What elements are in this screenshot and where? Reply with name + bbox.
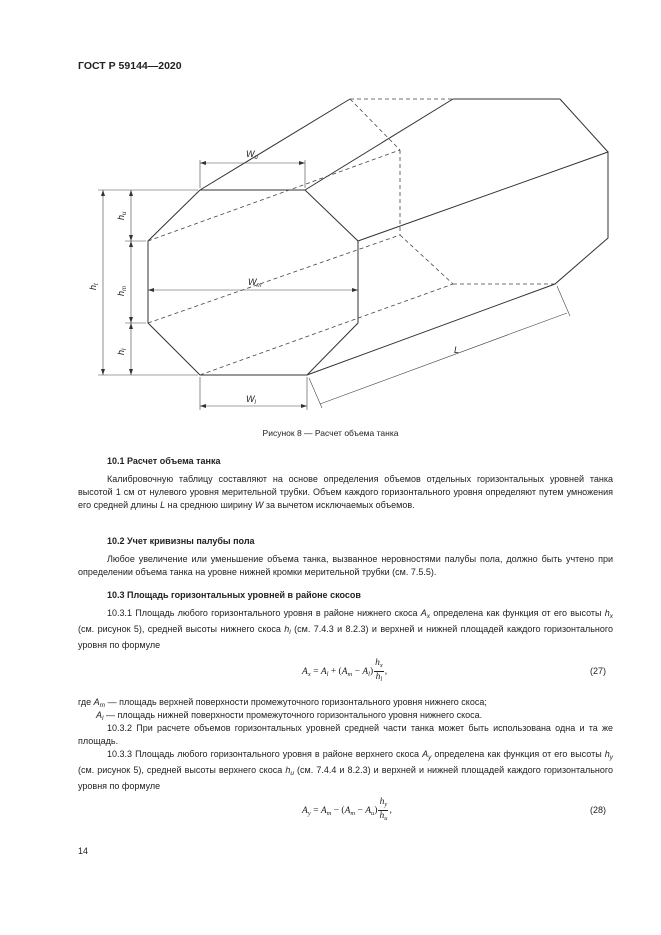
section-10-3-title: 10.3 Площадь горизонтальных уровней в районе скосов	[107, 590, 361, 600]
section-10-3-3-text: 10.3.3 Площадь любого горизонтального уровня в районе верхнего скоса $A_y$ определена как функция от его высоты $h_y$ (см. рисунок 5), средней высоты верхнего скоса $h_u$ (см. 7.4.4 и 8.2.3) и верхней и нижней площадей каждого горизонтального уровня по формуле	[78, 749, 613, 791]
document-header: ГОСТ Р 59144—2020	[78, 60, 182, 72]
section-10-1-text: Калибровочную таблицу составляют на основе определения объемов отдельных горизонтальных уровней танка высотой 1 см от нулевого уровня мерительной трубки. Объем каждого горизонтального уровня определяют путем умножения его средней длины L на среднюю ширину W за вычетом исключаемых объемов.	[78, 474, 613, 510]
label-wu: $W_u$	[246, 149, 258, 161]
equation-number-27: (27)	[590, 666, 607, 676]
label-ht: $h_t$	[88, 283, 100, 290]
formula-28: $A_y = A_m - (A_m - A_u)$ $\frac{h_y}{h_u}$ ,	[302, 797, 392, 822]
label-L: L	[454, 345, 460, 355]
where-al: $A_l$ — площадь нижней поверхности промежуточного горизонтального уровня нижнего скоса.	[96, 710, 483, 722]
label-wm: $W_m$	[248, 277, 262, 289]
label-hm: $h_m$	[116, 285, 128, 296]
where-am: где $A_m$ — площадь верхней поверхности промежуточного горизонтального уровня нижнего скоса;	[78, 697, 487, 709]
label-hl: $h_l$	[116, 348, 128, 355]
label-hu: $h_u$	[116, 211, 128, 220]
tank-figure	[0, 0, 661, 420]
equation-number-28: (28)	[590, 805, 607, 815]
section-10-3-1-text: 10.3.1 Площадь любого горизонтального уровня в районе нижнего скоса $A_x$ определена как функция от его высоты $h_x$ (см. рисунок 5), средней высоты нижнего скоса $h_l$ (см. 7.4.3 и 8.2.3) и верхней и нижней площадей каждого горизонтального уровня по формуле	[78, 608, 613, 650]
label-wl: $W_l$	[246, 394, 256, 406]
formula-27: $A_x = A_l + (A_m - A_l)$ $\frac{h_x}{h_l}$ ,	[302, 658, 388, 683]
figure-caption: Рисунок 8 — Расчет объема танка	[262, 428, 399, 438]
section-10-2-title: 10.2 Учет кривизны палубы пола	[107, 536, 255, 546]
section-10-2-text: Любое увеличение или уменьшение объема танка, вызванное неровностями палубы пола, должно быть учтено при определении объема танка на уровне нижней кромки мерительной трубки (см. 7.5.5).	[78, 554, 613, 577]
page-number: 14	[78, 846, 89, 856]
section-10-1-title: 10.1 Расчет объема танка	[107, 456, 221, 466]
section-10-3-2-text: 10.3.2 При расчете объемов горизонтальных уровней средней части танка может быть использована одна и та же площадь.	[78, 723, 613, 746]
